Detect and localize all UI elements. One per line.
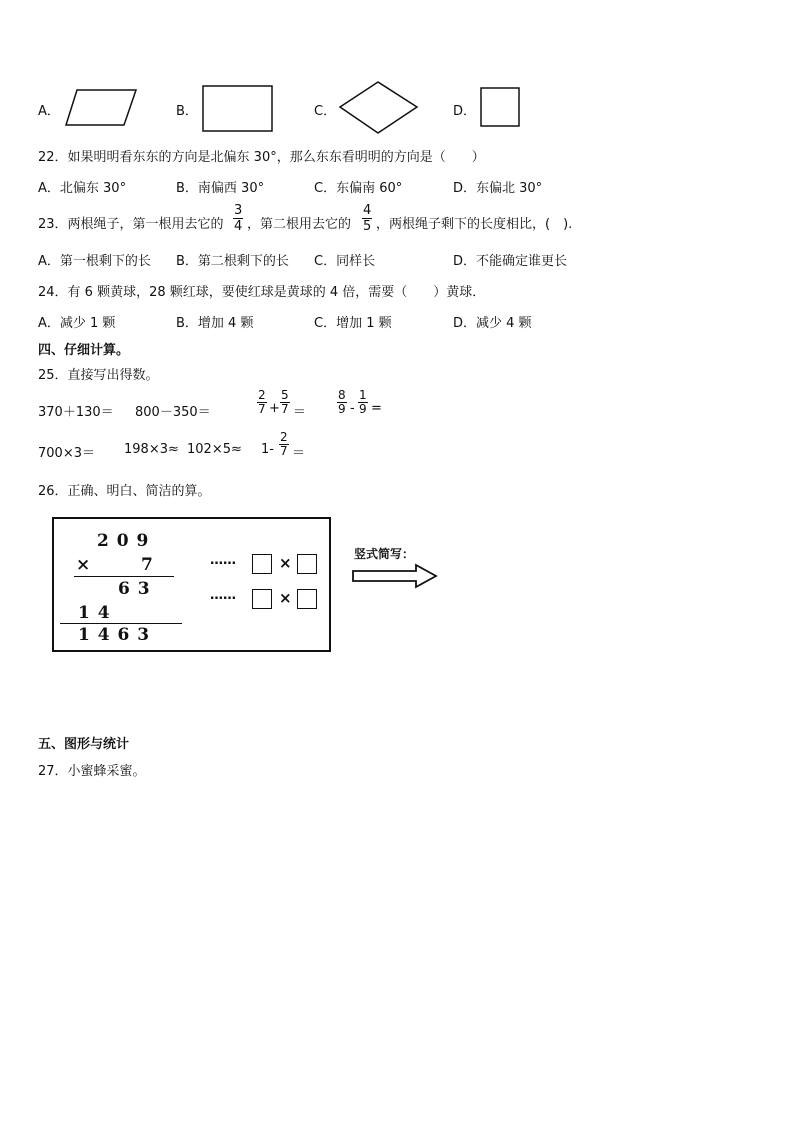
q25-row2-expr2: 198×3≈ xyxy=(124,442,179,457)
q25-row1-expr3-op: + xyxy=(269,401,280,416)
q26-stem: 26．正确、明白、简洁的算。 xyxy=(38,484,211,499)
vertical-multiplier: 7 xyxy=(141,555,153,575)
q23-fraction-1 xyxy=(233,203,243,234)
q23-option-a: A．第一根剩下的长 xyxy=(38,254,151,269)
frac-den: 7 xyxy=(258,402,266,416)
row1-times-sign: × xyxy=(279,554,292,572)
right-arrow-icon xyxy=(350,562,440,590)
q24-option-c: C．增加 1 颗 xyxy=(314,316,392,331)
q25-row2-expr1: 700×3＝ xyxy=(38,446,95,461)
frac-num: 2 xyxy=(280,430,288,444)
vertical-rule-1 xyxy=(74,576,174,577)
frac-num: 2 xyxy=(258,388,266,402)
arrow-label: 竖式简写： xyxy=(354,547,415,561)
section-4-title: 四、仔细计算。 xyxy=(38,343,130,358)
q25-row2-expr4-frac xyxy=(279,431,289,458)
q25-row1-expr4-frac-b xyxy=(358,389,368,416)
frac-den: 9 xyxy=(338,402,346,416)
q26-problem-box xyxy=(52,517,331,652)
frac-num: 1 xyxy=(359,388,367,402)
q23-fraction-1-num: 3 xyxy=(234,203,243,218)
q24-option-a: A．减少 1 颗 xyxy=(38,316,116,331)
vertical-rule-2 xyxy=(60,623,182,624)
square-icon xyxy=(479,86,522,128)
q25-row2-expr4-lead: 1- xyxy=(261,442,274,457)
vertical-partial-2: 1 4 xyxy=(78,603,111,623)
q25-row1-expr2: 800－350＝ xyxy=(135,405,211,420)
row1-dots: …… xyxy=(210,553,236,568)
row2-times-sign: × xyxy=(279,589,292,607)
q22-option-c: C．东偏南 60° xyxy=(314,181,403,196)
answer-box[interactable] xyxy=(297,589,317,609)
q23-option-d: D．不能确定谁更长 xyxy=(453,254,568,269)
vertical-times-sign: × xyxy=(76,555,91,575)
q25-row1-expr3-eq: ＝ xyxy=(293,405,307,420)
q25-row2-expr4-eq: ＝ xyxy=(292,446,306,461)
row2-dots: …… xyxy=(210,588,236,603)
rhombus-icon xyxy=(338,80,420,136)
q23-option-b: B．第二根剩下的长 xyxy=(176,254,289,269)
frac-den: 7 xyxy=(280,444,288,458)
rectangle-icon xyxy=(201,84,275,133)
frac-den: 7 xyxy=(281,402,289,416)
q23-option-c: C．同样长 xyxy=(314,254,376,269)
q21-option-c-letter: C． xyxy=(314,104,337,119)
q25-row1-expr3-frac-a xyxy=(257,389,267,416)
q21-option-a-letter: A． xyxy=(38,104,60,119)
q25-stem: 25．直接写出得数。 xyxy=(38,368,159,383)
q25-row1-expr4-frac-a xyxy=(337,389,347,416)
answer-box[interactable] xyxy=(297,554,317,574)
q25-row1-expr1: 370＋130＝ xyxy=(38,405,114,420)
q22-option-b: B．南偏西 30° xyxy=(176,181,265,196)
q24-option-d: D．减少 4 颗 xyxy=(453,316,532,331)
q21-option-b-letter: B． xyxy=(176,104,198,119)
section-5-title: 五、图形与统计 xyxy=(38,737,130,752)
q23-fraction-2 xyxy=(362,203,372,234)
q24-stem: 24．有 6 颗黄球，28 颗红球，要使红球是黄球的 4 倍，需要（ ）黄球． xyxy=(38,285,486,300)
vertical-multiplicand: 2 0 9 xyxy=(97,531,150,551)
q25-row1-expr4-eq: = xyxy=(371,401,382,416)
q23-fraction-1-den: 4 xyxy=(234,219,243,234)
answer-box[interactable] xyxy=(252,554,272,574)
vertical-partial-1: 6 3 xyxy=(118,579,151,599)
q22-stem: 22．如果明明看东东的方向是北偏东 30°，那么东东看明明的方向是（ ） xyxy=(38,150,485,165)
frac-num: 8 xyxy=(338,388,346,402)
answer-box[interactable] xyxy=(252,589,272,609)
q25-row2-expr3: 102×5≈ xyxy=(187,442,242,457)
q21-option-d-letter: D． xyxy=(453,104,477,119)
frac-num: 5 xyxy=(281,388,289,402)
q25-row1-expr3-frac-b xyxy=(280,389,290,416)
q25-row1-expr4-op: - xyxy=(350,401,355,416)
q23-fraction-2-num: 4 xyxy=(363,203,372,218)
q23-stem-b: ，第二根用去它的 xyxy=(247,217,352,232)
q23-stem-a: 23．两根绳子，第一根用去它的 xyxy=(38,217,224,232)
q22-option-d: D．东偏北 30° xyxy=(453,181,543,196)
q23-fraction-2-den: 5 xyxy=(363,219,372,234)
q22-option-a: A．北偏东 30° xyxy=(38,181,127,196)
q24-option-b: B．增加 4 颗 xyxy=(176,316,254,331)
parallelogram-icon xyxy=(64,88,138,128)
q23-stem-c: ，两根绳子剩下的长度相比，( ). xyxy=(376,217,573,232)
q27-stem: 27．小蜜蜂采蜜。 xyxy=(38,764,146,779)
frac-den: 9 xyxy=(359,402,367,416)
vertical-product: 1 4 6 3 xyxy=(78,625,151,645)
